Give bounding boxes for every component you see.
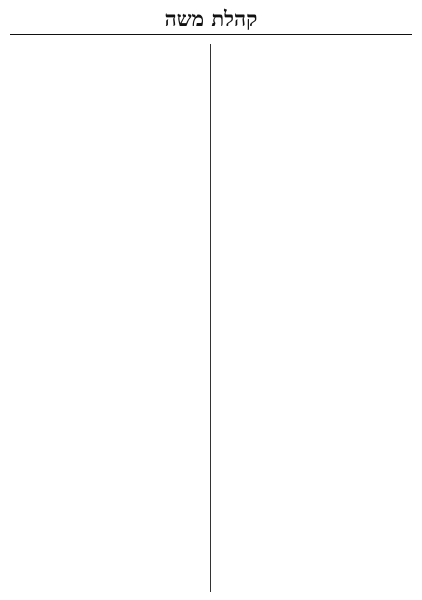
right-column (216, 44, 412, 592)
column-divider (210, 44, 211, 592)
header-rule (10, 34, 412, 35)
page-title: קהלת משה (164, 6, 258, 31)
left-column (10, 44, 206, 592)
